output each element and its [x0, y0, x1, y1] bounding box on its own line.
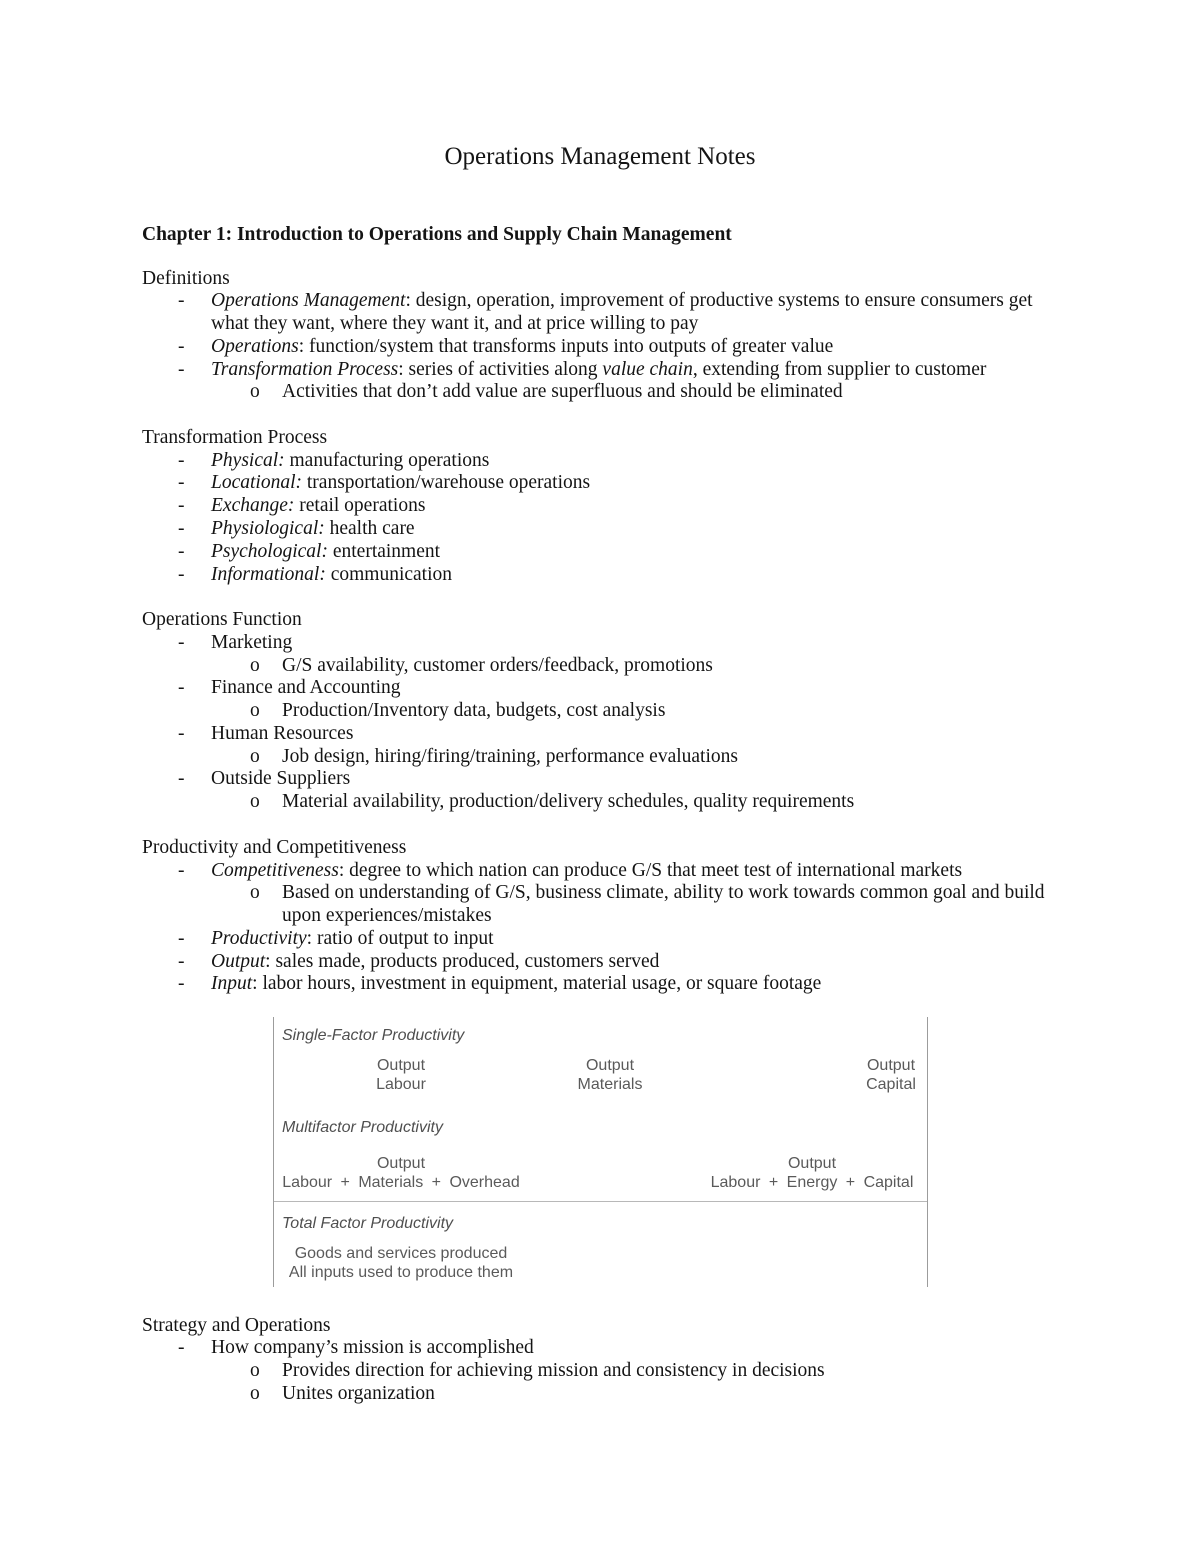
ratio-numerator: Output [866, 1056, 916, 1074]
dash-bullet: - [178, 540, 185, 562]
item-text: health care [324, 518, 415, 540]
section-heading-transformation-process: Transformation Process [142, 426, 328, 448]
item-term: Operations [211, 335, 299, 357]
sub-item-text: Provides direction for achieving mission and consistency in decisions [282, 1360, 825, 1382]
dash-bullet: - [178, 335, 185, 357]
list-item [142, 450, 1102, 473]
sub-item-text: Activities that don’t add value are superfluous and should be eliminated [282, 381, 843, 403]
item-text: manufacturing operations [284, 449, 490, 471]
circle-bullet: o [250, 745, 260, 767]
item-text: : function/system that transforms inputs into outputs of greater value [298, 335, 834, 357]
ratio-denominator: Labour + Energy + Capital [710, 1173, 914, 1191]
circle-bullet: o [250, 882, 260, 904]
list-item [142, 632, 1102, 655]
item-label: Human Resources [211, 722, 354, 744]
ratio-goods-all-inputs [274, 1244, 528, 1282]
dash-bullet: - [178, 1337, 185, 1359]
section-heading-operations-function: Operations Function [142, 609, 302, 631]
dash-bullet: - [178, 518, 185, 540]
ratio-numerator: Output [376, 1056, 426, 1074]
item-label: Outside Suppliers [211, 768, 351, 790]
section-operations-function [142, 609, 1102, 814]
sub-item-text: Job design, hiring/firing/training, performance evaluations [282, 745, 738, 767]
sub-item-text: Unites organization [282, 1382, 435, 1404]
circle-bullet: o [250, 1382, 260, 1404]
sub-list-item [142, 791, 1102, 814]
dash-bullet: - [178, 677, 185, 699]
dash-bullet: - [178, 290, 185, 312]
list-item [142, 495, 1102, 518]
notes-body-continued [142, 1315, 1102, 1406]
item-term: Physiological: [211, 518, 325, 540]
item-term: Locational: [211, 472, 302, 494]
list-item [142, 518, 1102, 541]
chapter-heading: Chapter 1: Introduction to Operations and Supply Chain Management [142, 223, 732, 245]
item-term: Competitiveness [211, 859, 339, 881]
productivity-formulas-figure [273, 1017, 928, 1287]
list-item-continuation: what they want, where they want it, and at price willing to pay [211, 313, 699, 335]
document-title: Operations Management Notes [444, 143, 756, 170]
list-item [142, 290, 1102, 313]
section-definitions [142, 268, 1102, 405]
sub-item-text: Production/Inventory data, budgets, cost analysis [282, 700, 666, 722]
sub-list-item [142, 1360, 1102, 1383]
circle-bullet: o [250, 700, 260, 722]
item-text: : sales made, products produced, customers served [265, 950, 660, 972]
section-heading-productivity-competitiveness: Productivity and Competitiveness [142, 836, 407, 858]
section-heading-definitions: Definitions [142, 267, 230, 289]
item-term: Operations Management [211, 290, 406, 312]
item-term: Informational: [211, 563, 326, 585]
ratio-denominator: Capital [866, 1075, 916, 1093]
dash-bullet: - [178, 449, 185, 471]
item-label: Marketing [211, 631, 293, 653]
item-term: Exchange: [211, 495, 295, 517]
dash-bullet: - [178, 859, 185, 881]
sub-list-item [142, 655, 1102, 678]
sub-list-item [142, 882, 1102, 905]
ratio-denominator: Labour [376, 1075, 426, 1093]
notes-body [142, 268, 1102, 997]
sub-item-text: Material availability, production/delivery schedules, quality requirements [282, 791, 855, 813]
section-strategy-operations [142, 1315, 1102, 1406]
ratio-output-capital [855, 1056, 927, 1094]
dash-bullet: - [178, 927, 185, 949]
sub-list-item [142, 381, 1102, 404]
ratio-numerator: Output [787, 1154, 837, 1172]
ratio-denominator: Labour + Materials + Overhead [282, 1173, 520, 1191]
item-label: How company’s mission is accomplished [211, 1337, 534, 1359]
sub-list-item [142, 746, 1102, 769]
list-item [142, 359, 1102, 382]
dash-bullet: - [178, 495, 185, 517]
list-item [142, 541, 1102, 564]
sub-item-text: Based on understanding of G/S, business climate, ability to work towards common goal and build [282, 882, 1045, 904]
section-productivity-competitiveness [142, 837, 1102, 996]
dash-bullet: - [178, 722, 185, 744]
dash-bullet: - [178, 768, 185, 790]
ratio-output-labour [321, 1056, 481, 1094]
item-term: Physical: [211, 449, 285, 471]
sub-list-item-continuation: upon experiences/mistakes [282, 905, 492, 927]
ratio-numerator: Output [585, 1056, 635, 1074]
dash-bullet: - [178, 950, 185, 972]
sub-list-item [142, 700, 1102, 723]
ratio-denominator: All inputs used to produce them [288, 1263, 514, 1281]
list-item [142, 564, 1102, 587]
figure-heading-multifactor: Multifactor Productivity [282, 1118, 443, 1136]
item-term: Productivity [211, 927, 307, 949]
item-text: : labor hours, investment in equipment, material usage, or square footage [252, 973, 822, 995]
dash-bullet: - [178, 358, 185, 380]
figure-divider [274, 1201, 927, 1202]
item-term: Output [211, 950, 266, 972]
circle-bullet: o [250, 1360, 260, 1382]
dash-bullet: - [178, 472, 185, 494]
ratio-output-materials [530, 1056, 690, 1094]
list-item [142, 1337, 1102, 1360]
item-text: : degree to which nation can produce G/S that meet test of international markets [338, 859, 963, 881]
item-text: : design, operation, improvement of productive systems to ensure consumers get [405, 290, 1033, 312]
ratio-numerator: Goods and services produced [294, 1244, 508, 1262]
item-term-inline: value chain [602, 358, 693, 380]
list-item [142, 677, 1102, 700]
item-text: : ratio of output to input [306, 927, 494, 949]
circle-bullet: o [250, 791, 260, 813]
list-item [142, 336, 1102, 359]
list-item [142, 860, 1102, 883]
circle-bullet: o [250, 381, 260, 403]
section-heading-strategy-operations: Strategy and Operations [142, 1314, 331, 1336]
list-item [142, 928, 1102, 951]
dash-bullet: - [178, 631, 185, 653]
item-text: , extending from supplier to customer [692, 358, 987, 380]
item-term: Input [211, 973, 253, 995]
ratio-denominator: Materials [577, 1075, 643, 1093]
circle-bullet: o [250, 654, 260, 676]
dash-bullet: - [178, 563, 185, 585]
list-item [142, 472, 1102, 495]
ratio-output-labour-materials-overhead [274, 1154, 528, 1192]
item-label: Finance and Accounting [211, 677, 401, 699]
sub-item-text: G/S availability, customer orders/feedback, promotions [282, 654, 713, 676]
dash-bullet: - [178, 973, 185, 995]
item-term: Psychological: [211, 540, 328, 562]
ratio-output-labour-energy-capital [697, 1154, 927, 1192]
item-term: Transformation Process [211, 358, 399, 380]
item-text: entertainment [327, 540, 441, 562]
item-text: retail operations [294, 495, 426, 517]
item-text: communication [325, 563, 453, 585]
list-item [142, 951, 1102, 974]
figure-heading-single-factor: Single-Factor Productivity [282, 1026, 465, 1044]
list-item [142, 768, 1102, 791]
list-item [142, 723, 1102, 746]
ratio-numerator: Output [376, 1154, 426, 1172]
figure-heading-total-factor: Total Factor Productivity [282, 1214, 454, 1232]
list-item [142, 973, 1102, 996]
item-text: transportation/warehouse operations [302, 472, 591, 494]
sub-list-item [142, 1383, 1102, 1406]
item-text: : series of activities along [398, 358, 603, 380]
section-transformation-process [142, 427, 1102, 586]
